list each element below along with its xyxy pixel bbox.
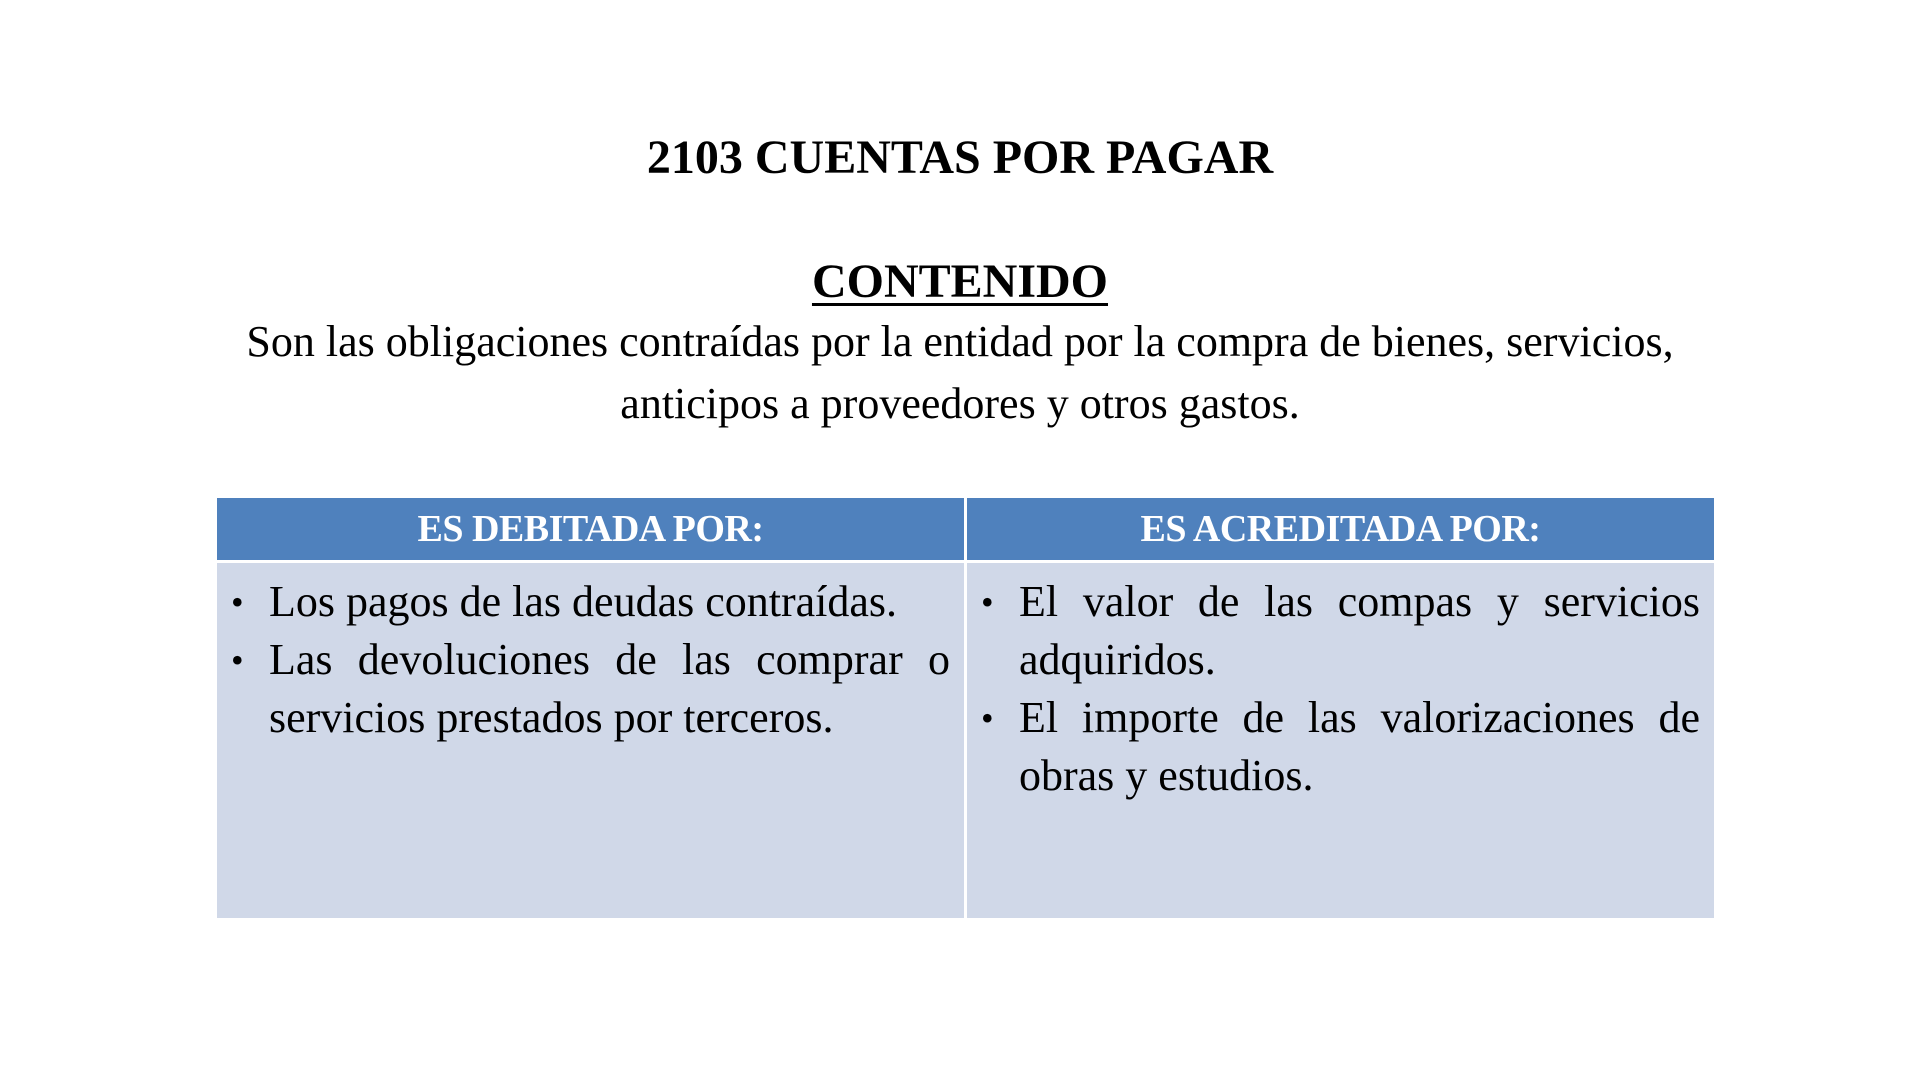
bullet-icon: •: [231, 582, 244, 622]
description-text: Son las obligaciones contraídas por la entidad por la compra de bienes, servicios, anticipos a proveedores y otros gastos.: [246, 317, 1674, 428]
debit-cell: [217, 563, 964, 918]
list-item: [231, 573, 950, 631]
debit-list: [231, 573, 950, 747]
debit-credit-table: [217, 498, 1714, 918]
bullet-icon: •: [231, 640, 244, 680]
debit-header: ES DEBITADA POR:: [217, 498, 964, 560]
list-item: [981, 689, 1700, 805]
credit-item-text: El importe de las valorizaciones de obras y estudios.: [1019, 693, 1700, 800]
bullet-icon: •: [981, 582, 994, 622]
bullet-icon: •: [981, 698, 994, 738]
credit-item-text: El valor de las compas y servicios adquiridos.: [1019, 577, 1700, 684]
credit-cell: [967, 563, 1714, 918]
list-item: [981, 573, 1700, 689]
debit-item-text: Las devoluciones de las comprar o servicios prestados por terceros.: [269, 635, 950, 742]
list-item: [231, 631, 950, 747]
credit-list: [981, 573, 1700, 805]
section-heading: CONTENIDO: [811, 255, 1109, 308]
credit-header: ES ACREDITADA POR:: [967, 498, 1714, 560]
slide-title: 2103 CUENTAS POR PAGAR: [646, 131, 1274, 184]
debit-item-text: Los pagos de las deudas contraídas.: [269, 577, 898, 626]
